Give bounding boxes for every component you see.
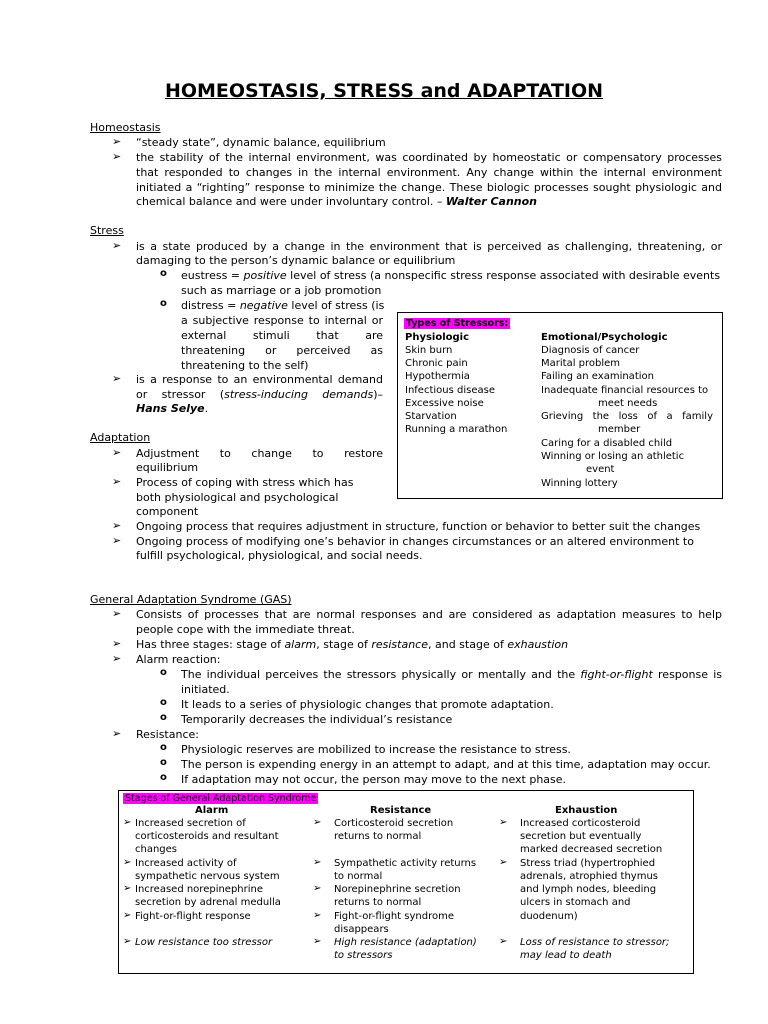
arrow-bullet-icon: ➢ <box>112 519 122 532</box>
exhaustion-item-1-line-2: secretion but eventually <box>520 831 642 842</box>
adaptation-bullet-4-line-1: Ongoing process of modifying one’s behavior in changes circumstances or an altered environment to <box>136 535 694 548</box>
exhaustion-item-2-line-3: and lymph nodes, bleeding <box>520 884 657 895</box>
alarm-item-5: Low resistance too stressor <box>135 937 273 948</box>
resistance-sub-1: Physiologic reserves are mobilized to increase the resistance to stress. <box>181 743 571 756</box>
arrow-bullet-icon: ➢ <box>112 239 122 252</box>
homeostasis-bullet-2-line-2: that responded to changes in the internal environment. Any change within the internal environment <box>136 166 722 179</box>
gas-stages-box <box>118 790 694 974</box>
arrow-bullet-icon: ➢ <box>313 817 322 828</box>
physiologic-item: Running a marathon <box>405 424 508 435</box>
eustress-line-2: such as marriage or a job promotion <box>181 284 382 297</box>
page-title: HOMEOSTASIS, STRESS and ADAPTATION <box>164 80 604 102</box>
emotional-item-cont: member <box>598 424 641 435</box>
adaptation-bullet-1-line-2: equilibrium <box>136 461 199 474</box>
stress-heading: Stress <box>90 224 124 237</box>
stress-bullet-1-line-2: damaging to the person’s dynamic balance or equilibrium <box>136 254 456 267</box>
arrow-bullet-icon: ➢ <box>499 857 508 868</box>
adaptation-heading: Adaptation <box>90 431 151 444</box>
alarm-reaction-label: Alarm reaction: <box>136 653 221 666</box>
arrow-bullet-icon: ➢ <box>123 936 132 947</box>
adaptation-bullet-4-line-2: fulfill psychological, physiological, and social needs. <box>136 549 423 562</box>
circle-bullet-icon: o <box>160 742 167 753</box>
emotional-item: Marital problem <box>541 358 621 369</box>
exhaustion-item-3-line-2: may lead to death <box>520 950 612 961</box>
arrow-bullet-icon: ➢ <box>123 910 132 921</box>
physiologic-item: Starvation <box>405 411 457 422</box>
resistance-item-2-line-1: Sympathetic activity returns <box>334 858 477 869</box>
arrow-bullet-icon: ➢ <box>313 883 322 894</box>
arrow-bullet-icon: ➢ <box>112 727 122 740</box>
arrow-bullet-icon: ➢ <box>112 652 122 665</box>
emotional-item: Failing an examination <box>541 371 654 382</box>
exhaustion-item-1-line-3: marked decreased secretion <box>520 844 663 855</box>
arrow-bullet-icon: ➢ <box>112 372 122 385</box>
resistance-item-3-line-2: returns to normal <box>334 897 422 908</box>
circle-bullet-icon: o <box>160 757 167 768</box>
gas-bullet-1-line-1: Consists of processes that are normal responses and are considered as adaptation measures to help <box>136 608 722 621</box>
emotional-item: Winning lottery <box>541 478 618 489</box>
alarm-sub-2: It leads to a series of physiologic changes that promote adaptation. <box>181 698 554 711</box>
arrow-bullet-icon: ➢ <box>123 857 132 868</box>
homeostasis-heading: Homeostasis <box>90 121 161 134</box>
exhaustion-item-2-line-2: adrenals, atrophied thymus <box>520 871 658 882</box>
distress-line-1: distress = negative level of stress (is <box>181 299 385 312</box>
physiologic-item: Skin burn <box>405 345 453 356</box>
adaptation-bullet-2-line-1: Process of coping with stress which has <box>136 476 354 489</box>
stress-bullet-2-line-2: or stressor (stress-inducing demands)– <box>136 388 384 401</box>
author-selye: Hans Selye <box>136 402 205 415</box>
arrow-bullet-icon: ➢ <box>499 817 508 828</box>
exhaustion-item-2-line-5: duodenum) <box>520 911 578 922</box>
emotional-item: Winning or losing an athletic <box>541 451 685 462</box>
exhaustion-item-1-line-1: Increased corticosteroid <box>520 818 641 829</box>
adaptation-bullet-2-line-3: component <box>136 505 199 518</box>
resistance-item-5-line-2: to stressors <box>334 950 393 961</box>
alarm-item-1-line-3: changes <box>135 844 178 855</box>
arrow-bullet-icon: ➢ <box>112 534 122 547</box>
gas-bullet-1-line-2: people cope with the immediate threat. <box>136 623 355 636</box>
adaptation-bullet-3: Ongoing process that requires adjustment in structure, function or behavior to better suit the changes <box>136 520 701 533</box>
arrow-bullet-icon: ➢ <box>313 936 322 947</box>
physiologic-item: Chronic pain <box>405 358 468 369</box>
physiologic-item: Hypothermia <box>405 371 470 382</box>
homeostasis-bullet-2-line-3: initiated a “righting” response to minimize the change. These biologic processes sought physiologic and <box>136 181 722 194</box>
alarm-item-3-line-2: secretion by adrenal medulla <box>135 897 281 908</box>
distress-line-3: external stimuli that are <box>181 329 383 342</box>
arrow-bullet-icon: ➢ <box>313 857 322 868</box>
alarm-item-3-line-1: Increased norepinephrine <box>135 884 264 895</box>
resistance-sub-2: The person is expending energy in an attempt to adapt, and at this time, adaptation may occur. <box>181 758 711 771</box>
exhaustion-item-2-line-4: ulcers in stomach and <box>520 897 631 908</box>
resistance-item-2-line-2: to normal <box>334 871 383 882</box>
distress-line-5: threatening to the self) <box>181 359 309 372</box>
arrow-bullet-icon: ➢ <box>313 910 322 921</box>
col-resistance-header: Resistance <box>370 805 432 816</box>
col-alarm-header: Alarm <box>195 805 229 816</box>
gas-heading: General Adaptation Syndrome (GAS) <box>90 593 292 606</box>
resistance-item-4-line-1: Fight-or-flight syndrome <box>334 911 454 922</box>
arrow-bullet-icon: ➢ <box>112 607 122 620</box>
resistance-item-5-line-1: High resistance (adaptation) <box>334 937 477 948</box>
arrow-bullet-icon: ➢ <box>123 817 132 828</box>
alarm-sub-1-line-2: initiated. <box>181 683 230 696</box>
emotional-item: Grieving the loss of a family <box>541 411 713 422</box>
emotional-item: Diagnosis of cancer <box>541 345 640 356</box>
circle-bullet-icon: o <box>160 667 167 678</box>
circle-bullet-icon: o <box>160 298 167 309</box>
stress-bullet-1-line-1: is a state produced by a change in the environment that is perceived as challenging, threatening, or <box>136 240 722 253</box>
author-cannon: Walter Cannon <box>445 195 537 208</box>
emotional-item: Inadequate financial resources to <box>541 385 709 396</box>
alarm-item-4: Fight-or-flight response <box>135 911 251 922</box>
resistance-item-3-line-1: Norepinephrine secretion <box>334 884 461 895</box>
emotional-item-cont: meet needs <box>598 398 658 409</box>
resistance-item-1-line-2: returns to normal <box>334 831 422 842</box>
distress-line-2: a subjective response to internal or <box>181 314 383 327</box>
circle-bullet-icon: o <box>160 697 167 708</box>
arrow-bullet-icon: ➢ <box>112 637 122 650</box>
stressors-label: Types of Stressors: <box>406 318 509 329</box>
adaptation-bullet-1-line-1: Adjustment to change to restore <box>136 447 383 460</box>
resistance-item-4-line-2: disappears <box>334 924 389 935</box>
stress-bullet-2-line-3: Hans Selye. <box>136 402 209 415</box>
alarm-item-2-line-1: Increased activity of <box>135 858 237 869</box>
physiologic-item: Infectious disease <box>405 385 495 396</box>
circle-bullet-icon: o <box>160 772 167 783</box>
alarm-item-1-line-1: Increased secretion of <box>135 818 246 829</box>
emotional-item: Caring for a disabled child <box>541 438 673 449</box>
resistance-label: Resistance: <box>136 728 199 741</box>
gas-stages-label: Stages of General Adaptation Syndrome <box>125 793 317 804</box>
homeostasis-bullet-2-line-4: chemical balance and were under involuntary control. – Walter Cannon <box>136 195 537 208</box>
arrow-bullet-icon: ➢ <box>499 936 508 947</box>
arrow-bullet-icon: ➢ <box>112 475 122 488</box>
eustress-line-1: eustress = positive level of stress (a nonspecific stress response associated with desirable events <box>181 269 721 282</box>
arrow-bullet-icon: ➢ <box>112 150 122 163</box>
stress-bullet-2-line-1: is a response to an environmental demand <box>136 373 383 386</box>
exhaustion-item-2-line-1: Stress triad (hypertrophied <box>520 858 656 869</box>
arrow-bullet-icon: ➢ <box>112 446 122 459</box>
homeostasis-bullet-2-line-1: the stability of the internal environment, was coordinated by homeostatic or compensatory processes <box>136 151 722 164</box>
arrow-bullet-icon: ➢ <box>112 135 122 148</box>
adaptation-bullet-2-line-2: both physiological and psychological <box>136 491 339 504</box>
resistance-sub-3: If adaptation may not occur, the person may move to the next phase. <box>181 773 567 786</box>
emotional-item-cont: event <box>586 464 615 475</box>
homeostasis-bullet-1: “steady state”, dynamic balance, equilibrium <box>136 136 386 149</box>
alarm-sub-1-line-1: The individual perceives the stressors physically or mentally and the fight-or-flight response is <box>181 668 722 681</box>
alarm-item-2-line-2: sympathetic nervous system <box>135 871 280 882</box>
circle-bullet-icon: o <box>160 712 167 723</box>
gas-bullet-2: Has three stages: stage of alarm, stage of resistance, and stage of exhaustion <box>136 638 569 651</box>
alarm-sub-3: Temporarily decreases the individual’s resistance <box>181 713 453 726</box>
stressors-box <box>397 312 723 499</box>
distress-line-4: threatening or perceived as <box>181 344 383 357</box>
physiologic-header: Physiologic <box>405 332 470 343</box>
physiologic-item: Excessive noise <box>405 398 484 409</box>
exhaustion-item-3-line-1: Loss of resistance to stressor; <box>520 937 670 948</box>
resistance-item-1-line-1: Corticosteroid secretion <box>334 818 454 829</box>
alarm-item-1-line-2: corticosteroids and resultant <box>135 831 279 842</box>
emotional-header: Emotional/Psychologic <box>541 332 668 343</box>
circle-bullet-icon: o <box>160 268 167 279</box>
arrow-bullet-icon: ➢ <box>123 883 132 894</box>
col-exhaustion-header: Exhaustion <box>555 805 618 816</box>
